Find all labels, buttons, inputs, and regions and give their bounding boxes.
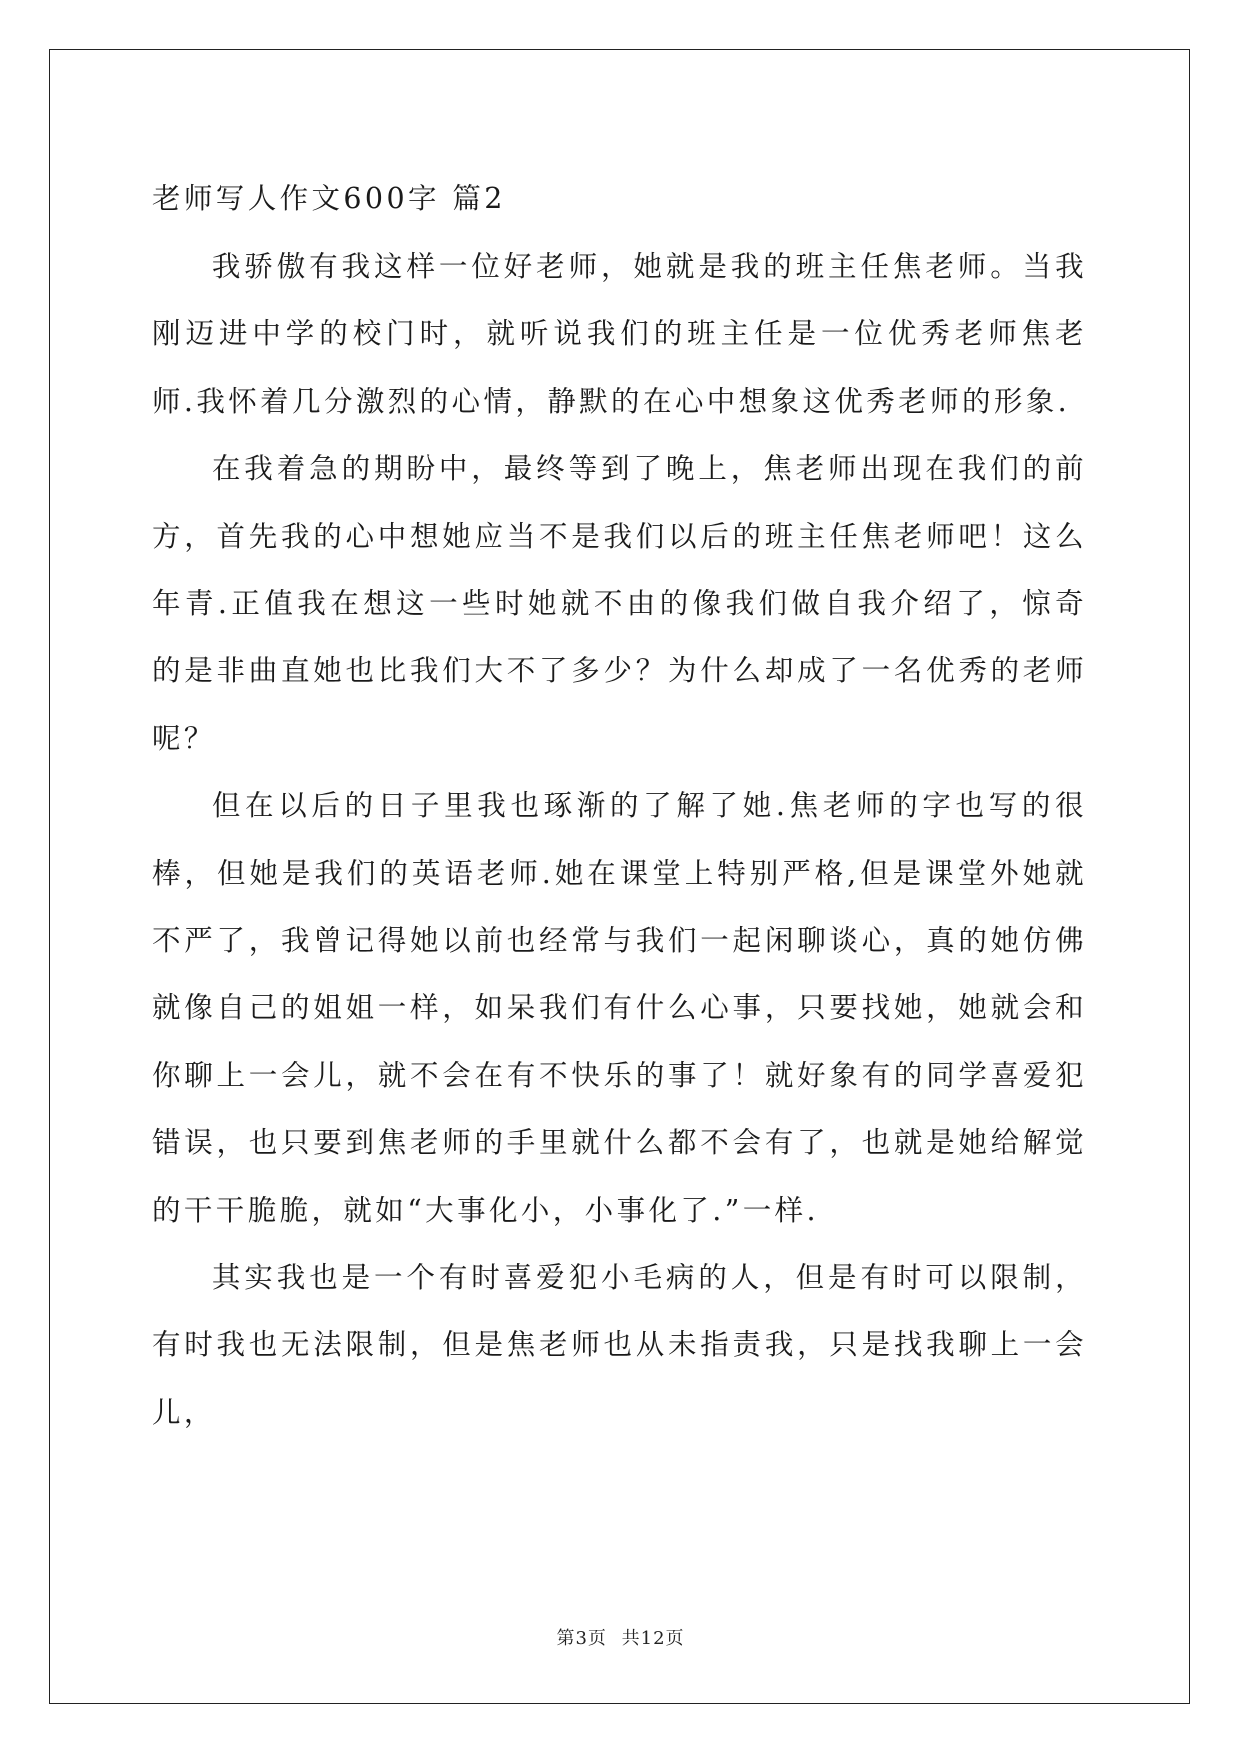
page-number: 第3页 bbox=[556, 1628, 607, 1649]
document-body bbox=[152, 165, 1087, 1446]
paragraph: 其实我也是一个有时喜爱犯小毛病的人，但是有时可以限制，有时我也无法限制，但是焦老师也从未指责我，只是找我聊上一会儿， bbox=[152, 1261, 1087, 1429]
page-footer bbox=[0, 1624, 1241, 1650]
paragraph: 但在以后的日子里我也琢渐的了解了她.焦老师的字也写的很棒，但她是我们的英语老师.她在课堂上特别严格,但是课堂外她就不严了，我曾记得她以前也经常与我们一起闲聊谈心，真的她仿佛就像自己的姐姐一样，如呆我们有什么心事，只要找她，她就会和你聊上一会儿，就不会在有不快乐的事了！就好象有的同学喜爱犯错误，也只要到焦老师的手里就什么都不会有了，也就是她给解觉的干干脆脆，就如“大事化小，小事化了.”一样. bbox=[152, 789, 1087, 1227]
paragraph: 在我着急的期盼中，最终等到了晚上，焦老师出现在我们的前方，首先我的心中想她应当不是我们以后的班主任焦老师吧！这么年青.正值我在想这一些时她就不由的像我们做自我介绍了，惊奇的是非曲直她也比我们大不了多少？为什么却成了一名优秀的老师呢？ bbox=[152, 452, 1087, 755]
page-total: 共12页 bbox=[621, 1628, 685, 1649]
paragraph: 我骄傲有我这样一位好老师，她就是我的班主任焦老师。当我刚迈进中学的校门时，就听说我们的班主任是一位优秀老师焦老师.我怀着几分激烈的心情，静默的在心中想象这优秀老师的形象. bbox=[152, 249, 1087, 418]
document-title: 老师写人作文600字 篇2 bbox=[152, 182, 506, 215]
